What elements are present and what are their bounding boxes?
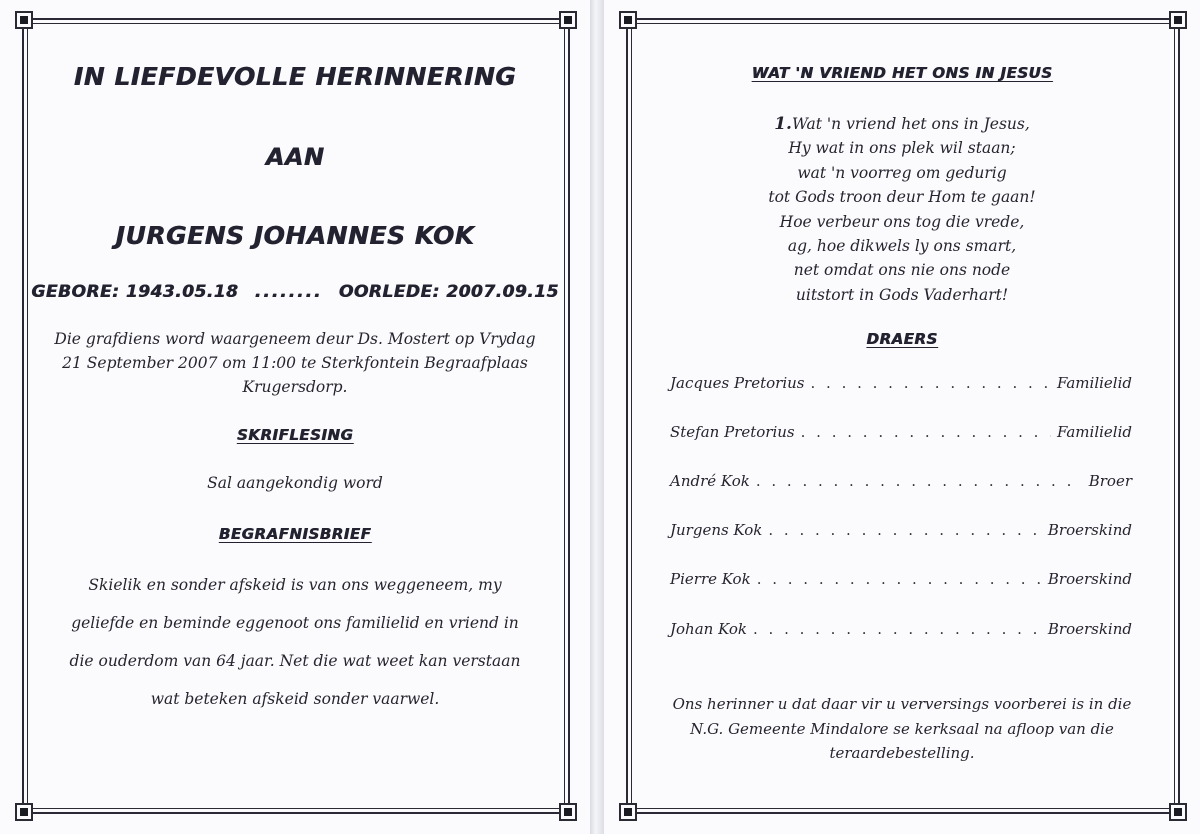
death-date: OORLEDE: 2007.09.15 (338, 282, 559, 302)
scripture-reading-text: Sal aangekondig word (207, 474, 383, 492)
dot-leader (757, 570, 1042, 588)
pallbearer-relation: Broer (1088, 472, 1132, 490)
corner-ornament (1169, 11, 1187, 29)
verse-line: Hoe verbeur ons tog die vrede, (779, 212, 1025, 231)
dot-leader (756, 472, 1083, 490)
scripture-reading-heading: SKRIFLESING (236, 426, 354, 444)
hymn-verse (604, 112, 1200, 307)
birth-date: GEBORE: 1943.05.18 (31, 282, 239, 302)
notice-line: teraardebestelling. (829, 744, 975, 762)
funeral-letter-heading: BEGRAFNISBRIEF (218, 525, 372, 543)
verse-line: Hy wat in ons plek wil staan; (788, 139, 1016, 158)
funeral-service-details (0, 327, 590, 399)
corner-ornament (15, 803, 33, 821)
corner-ornament (559, 803, 577, 821)
verse-line-text: Wat 'n vriend het ons in Jesus, (791, 115, 1030, 133)
hymn-title: WAT 'N VRIEND HET ONS IN JESUS (751, 64, 1053, 82)
dot-leader (753, 620, 1042, 638)
pallbearer-name: Pierre Kok (670, 570, 751, 588)
left-page (0, 0, 590, 834)
corner-ornament (15, 11, 33, 29)
notice-line: Ons herinner u dat daar vir u verversings voorberei is in die (672, 695, 1132, 713)
verse-number: 1. (774, 114, 792, 134)
pallbearer-relation: Familielid (1056, 423, 1132, 441)
pallbearer-row (670, 521, 1132, 543)
corner-ornament (559, 11, 577, 29)
verse-line: net omdat ons nie ons node (793, 261, 1011, 280)
date-separator: ........ (254, 282, 323, 302)
dot-leader (768, 521, 1042, 539)
memorial-title: IN LIEFDEVOLLE HERINNERING (73, 62, 517, 91)
pallbearer-relation: Broerskind (1047, 620, 1132, 638)
service-line: Die grafdiens word waargeneem deur Ds. Mostert op Vrydag (54, 330, 536, 348)
pallbearer-name: Stefan Pretorius (670, 423, 795, 441)
dot-leader (811, 374, 1051, 392)
verse-line: wat 'n voorreg om gedurig (797, 163, 1007, 182)
pallbearer-relation: Broerskind (1047, 521, 1132, 539)
pallbearer-row (670, 423, 1132, 445)
deceased-name: JURGENS JOHANNES KOK (115, 221, 475, 250)
pallbearers-heading: DRAERS (866, 330, 938, 348)
pallbearer-row (670, 472, 1132, 494)
verse-line (604, 112, 1200, 136)
refreshments-notice (604, 692, 1200, 766)
corner-ornament (619, 803, 637, 821)
service-line: 21 September 2007 om 11:00 te Sterkfontein Begraafplaas (62, 354, 528, 372)
pallbearer-relation: Broerskind (1047, 570, 1132, 588)
corner-ornament (1169, 803, 1187, 821)
funeral-letter-text: Skielik en sonder afskeid is van ons weggeneem, my geliefde en beminde eggenoot ons familielid en vriend in die ouderdom van 64 jaar. Net die wat weet kan verstaan wat beteken afskeid sonder vaarwel. (69, 576, 521, 708)
service-line: Krugersdorp. (242, 378, 348, 396)
dot-leader (801, 423, 1051, 441)
corner-ornament (619, 11, 637, 29)
pallbearer-name: Jurgens Kok (670, 521, 763, 539)
pallbearer-name: André Kok (670, 472, 750, 490)
aan-heading: AAN (265, 143, 325, 171)
verse-line: tot Gods troon deur Hom te gaan! (768, 188, 1036, 207)
verse-line: uitstort in Gods Vaderhart! (795, 285, 1009, 304)
pallbearer-relation: Familielid (1056, 374, 1132, 392)
life-dates (0, 282, 590, 302)
verse-line: ag, hoe dikwels ly ons smart, (787, 237, 1017, 256)
pallbearer-name: Jacques Pretorius (670, 374, 805, 392)
page-fold (590, 0, 604, 834)
pallbearer-row (670, 374, 1132, 396)
right-page (604, 0, 1200, 834)
pallbearer-name: Johan Kok (670, 620, 747, 638)
notice-line: N.G. Gemeente Mindalore se kerksaal na afloop van die (690, 719, 1114, 738)
pallbearer-row (670, 570, 1132, 592)
pallbearer-row (670, 620, 1132, 642)
